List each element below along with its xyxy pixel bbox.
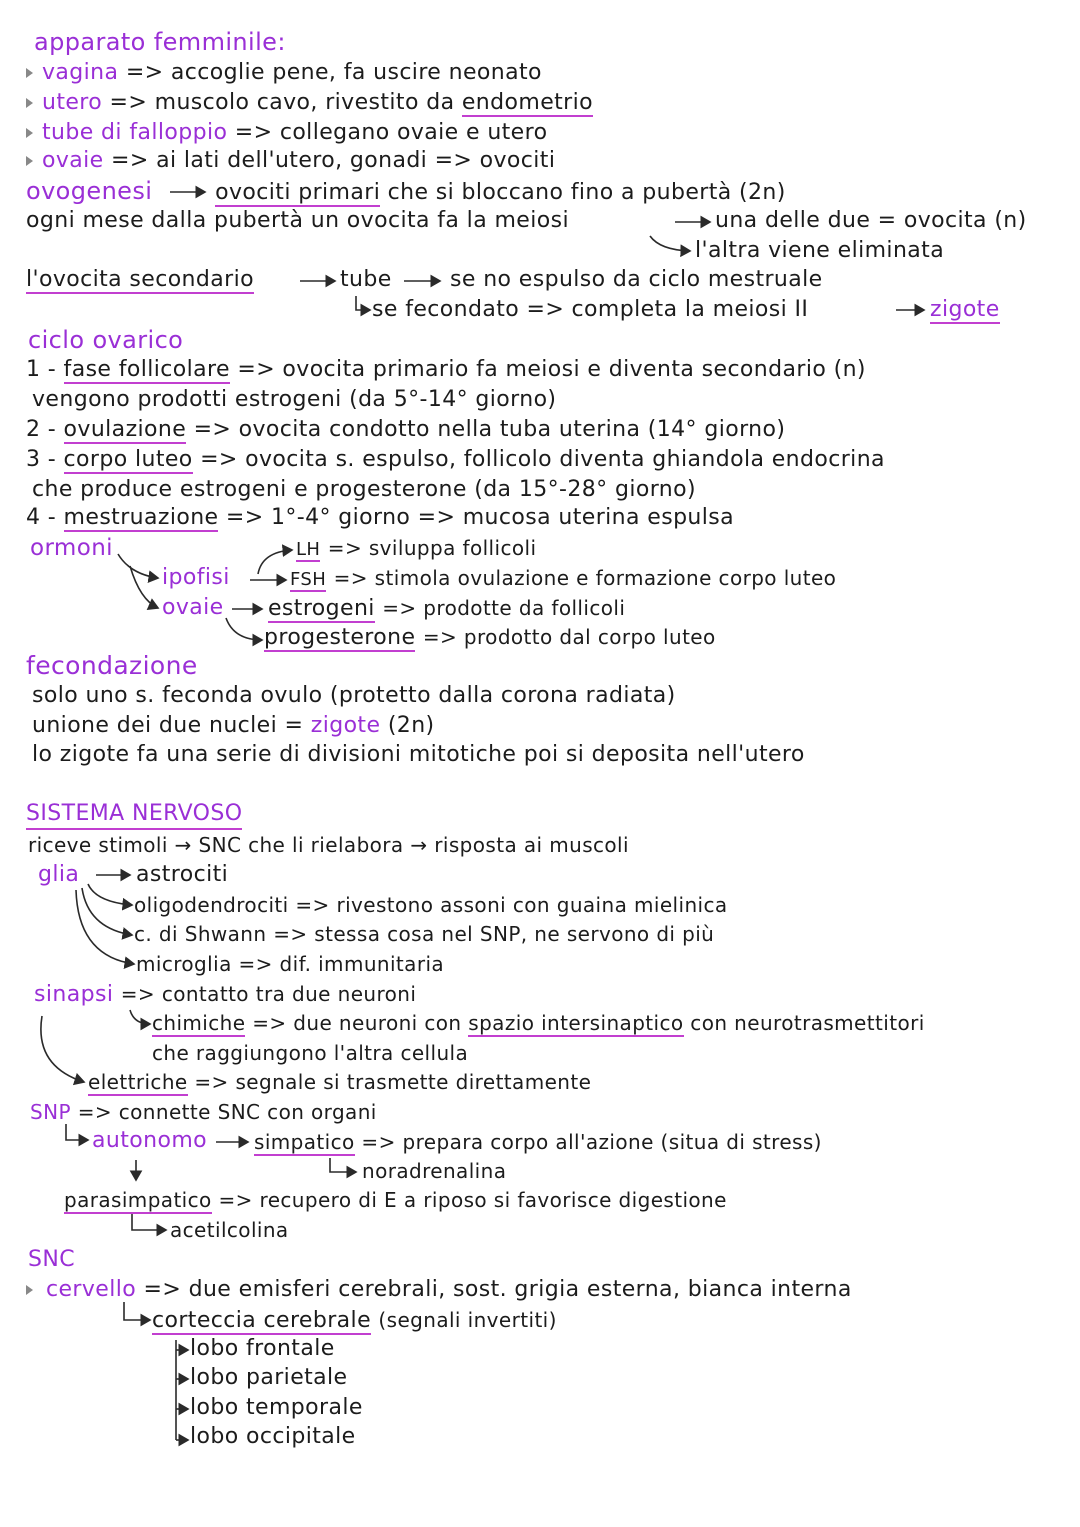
term-ovaie-ormoni: ovaie xyxy=(162,595,224,620)
text-microglia: microglia => dif. immunitaria xyxy=(136,952,445,976)
line-elettriche xyxy=(88,1068,591,1096)
term-corpo-luteo: corpo luteo xyxy=(63,447,193,472)
term-fsh: FSH xyxy=(290,569,327,590)
term-fase-follicolare: fase follicolare xyxy=(63,357,230,382)
line-ovulazione xyxy=(26,416,785,444)
term-ovulazione: ovulazione xyxy=(63,417,187,442)
text-ogni-mese: ogni mese dalla pubertà un ovocita fa la meiosi xyxy=(26,208,569,233)
desc-fsh: => stimola ovulazione e formazione corpo luteo xyxy=(333,566,837,590)
line-estrogeni xyxy=(268,594,625,623)
term-progesterone: progesterone xyxy=(264,625,416,650)
line-fecondazione-2 xyxy=(32,712,435,740)
term-autonomo: autonomo xyxy=(92,1128,208,1153)
curved-arrow-icon xyxy=(356,296,370,310)
term-glia: glia xyxy=(38,862,80,887)
curved-arrow-icon xyxy=(124,1302,150,1320)
text-tube: tube xyxy=(340,267,392,292)
term-parasimpatico: parasimpatico xyxy=(64,1188,212,1212)
desc-snp: => connette SNC con organi xyxy=(77,1100,377,1124)
curved-arrow-icon xyxy=(88,884,132,905)
curved-arrow-icon xyxy=(66,1124,88,1140)
text-una-delle-due: una delle due = ovocita (n) xyxy=(715,208,1027,233)
line-utero xyxy=(42,89,593,117)
term-vagina: vagina xyxy=(42,60,119,85)
section-title-snc: SNC xyxy=(28,1247,75,1272)
list-item-lobo: lobo parietale xyxy=(190,1365,348,1390)
text-fecondato: se fecondato => completa la meiosi II xyxy=(372,297,809,322)
list-item-lobo: lobo occipitale xyxy=(190,1424,356,1449)
text-2n: (2n) xyxy=(387,713,435,738)
line-parasimpatico xyxy=(64,1186,727,1214)
line-vagina xyxy=(42,59,542,87)
desc-estrogeni: => prodotte da follicoli xyxy=(382,596,626,620)
line-snp xyxy=(30,1098,377,1126)
term-lh: LH xyxy=(296,539,321,560)
desc-parasimpatico: => recupero di E a riposo si favorisce digestione xyxy=(218,1188,727,1212)
term-chimiche: chimiche xyxy=(152,1011,246,1035)
curved-arrow-icon xyxy=(41,1016,84,1082)
section-title-apparato-femminile: apparato femminile: xyxy=(34,28,286,56)
desc-ovaie: => ai lati dell'utero, gonadi => ovociti xyxy=(111,148,556,173)
step-number: 2 - xyxy=(26,417,57,442)
step-number: 1 - xyxy=(26,357,57,382)
line-ogni-mese xyxy=(26,207,569,235)
desc-cervello: => due emisferi cerebrali, sost. grigia esterna, bianca interna xyxy=(143,1277,852,1302)
line-ovogenesi xyxy=(26,177,786,207)
line-corteccia xyxy=(152,1306,557,1335)
text-altra-eliminata: l'altra viene eliminata xyxy=(695,238,945,263)
curved-arrow-icon xyxy=(82,888,132,935)
text-chimiche-cont: che raggiungono l'altra cellula xyxy=(152,1041,469,1065)
desc-fase-follicolare: => ovocita primario fa meiosi e diventa secondario (n) xyxy=(237,357,866,382)
section-title-ormoni: ormoni xyxy=(30,535,113,561)
text-schwann: c. di Shwann => stessa cosa nel SNP, ne servono di più xyxy=(134,922,715,946)
term-cervello: cervello xyxy=(46,1277,137,1302)
text-acetilcolina: acetilcolina xyxy=(170,1218,289,1242)
curved-arrow-icon xyxy=(76,890,134,964)
bullet-icon xyxy=(26,98,33,108)
curved-arrow-icon xyxy=(330,1158,356,1172)
bullet-icon xyxy=(26,68,33,78)
text-fecondazione-1: solo uno s. feconda ovulo (protetto dalla corona radiata) xyxy=(32,683,676,708)
text-astrociti: astrociti xyxy=(136,862,229,887)
desc-chimiche-2: con neurotrasmettitori xyxy=(690,1011,925,1035)
section-title-fecondazione: fecondazione xyxy=(26,651,198,680)
line-progesterone xyxy=(264,623,716,652)
term-snp: SNP xyxy=(30,1100,71,1124)
desc-mestruazione: => 1°-4° giorno => mucosa uterina espulsa xyxy=(225,505,735,530)
bullet-icon xyxy=(26,128,33,138)
list-item-lobo: lobo frontale xyxy=(190,1336,335,1361)
line-ovaie xyxy=(42,147,555,175)
line-ovocita-secondario xyxy=(26,266,254,294)
term-sinapsi: sinapsi xyxy=(34,982,114,1007)
desc-ovulazione: => ovocita condotto nella tuba uterina (14° giorno) xyxy=(193,417,786,442)
curved-arrow-icon xyxy=(226,618,262,640)
curved-arrow-icon xyxy=(258,550,292,574)
term-ovogenesi: ovogenesi xyxy=(26,177,153,205)
text-riceve-stimoli: riceve stimoli → SNC che li rielabora → risposta ai muscoli xyxy=(28,833,629,857)
term-tube: tube di falloppio xyxy=(42,120,228,145)
term-ovociti-primari: ovociti primari xyxy=(215,180,381,205)
bullet-icon xyxy=(26,1285,33,1295)
term-spazio-intersinaptico: spazio intersinaptico xyxy=(468,1011,684,1035)
line-fsh xyxy=(290,564,836,594)
desc-ovociti-primari: che si bloccano fino a pubertà (2n) xyxy=(387,180,786,205)
term-estrogeni: estrogeni xyxy=(268,596,375,621)
term-zigote-fec: zigote xyxy=(310,713,381,738)
text-produce-estrogeni: che produce estrogeni e progesterone (da 15°-28° giorno) xyxy=(32,477,696,502)
step-number: 4 - xyxy=(26,505,57,530)
term-ipofisi: ipofisi xyxy=(162,565,230,590)
text-unione-nuclei: unione dei due nuclei = xyxy=(32,713,304,738)
desc-chimiche: => due neuroni con xyxy=(252,1011,462,1035)
term-endometrio: endometrio xyxy=(461,90,593,115)
line-fase-follicolare xyxy=(26,356,866,384)
term-ovaie: ovaie xyxy=(42,148,104,173)
desc-vagina: => accoglie pene, fa uscire neonato xyxy=(125,60,542,85)
line-cervello xyxy=(46,1276,852,1304)
section-title-ciclo-ovarico: ciclo ovarico xyxy=(28,326,184,354)
section-title-sistema-nervoso: SISTEMA NERVOSO xyxy=(26,800,242,830)
line-corpo-luteo xyxy=(26,446,885,474)
line-simpatico xyxy=(254,1128,822,1156)
bullet-icon xyxy=(26,156,33,166)
curved-arrow-icon xyxy=(118,554,158,578)
list-item-lobo: lobo temporale xyxy=(190,1395,363,1420)
line-mestruazione xyxy=(26,504,734,532)
text-noradrenalina: noradrenalina xyxy=(362,1159,507,1183)
desc-tube: => collegano ovaie e utero xyxy=(234,120,548,145)
text-fecondazione-3: lo zigote fa una serie di divisioni mitotiche poi si deposita nell'utero xyxy=(32,742,805,767)
desc-corpo-luteo: => ovocita s. espulso, follicolo diventa ghiandola endocrina xyxy=(200,447,885,472)
desc-elettriche: => segnale si trasmette direttamente xyxy=(194,1070,592,1094)
term-mestruazione: mestruazione xyxy=(63,505,219,530)
term-corteccia: corteccia cerebrale xyxy=(152,1308,372,1333)
curved-arrow-icon xyxy=(650,236,690,251)
line-sinapsi xyxy=(34,980,416,1009)
term-ovocita-secondario: l'ovocita secondario xyxy=(26,267,254,292)
desc-utero: => muscolo cavo, rivestito da xyxy=(109,90,455,115)
term-zigote: zigote xyxy=(930,297,1000,322)
desc-corteccia: (segnali invertiti) xyxy=(378,1308,557,1332)
line-tube xyxy=(42,119,547,147)
step-number: 3 - xyxy=(26,447,57,472)
desc-progesterone: => prodotto dal corpo luteo xyxy=(422,625,716,649)
desc-lh: => sviluppa follicoli xyxy=(327,536,537,560)
curved-arrow-icon xyxy=(132,1214,166,1230)
term-utero: utero xyxy=(42,90,103,115)
term-simpatico: simpatico xyxy=(254,1130,355,1154)
line-zigote xyxy=(930,296,1000,324)
curved-arrow-icon xyxy=(130,1010,150,1024)
term-elettriche: elettriche xyxy=(88,1070,188,1094)
line-chimiche xyxy=(152,1009,925,1037)
curved-arrow-icon xyxy=(130,566,158,608)
desc-sinapsi: => contatto tra due neuroni xyxy=(120,982,417,1006)
line-lh xyxy=(296,534,536,564)
desc-simpatico: => prepara corpo all'azione (situa di stress) xyxy=(361,1130,822,1154)
text-no-fecondato: se no espulso da ciclo mestruale xyxy=(450,267,823,292)
text-estrogeni-prodotti: vengono prodotti estrogeni (da 5°-14° giorno) xyxy=(32,387,557,412)
text-oligodendrociti: oligodendrociti => rivestono assoni con guaina mielinica xyxy=(134,893,728,917)
